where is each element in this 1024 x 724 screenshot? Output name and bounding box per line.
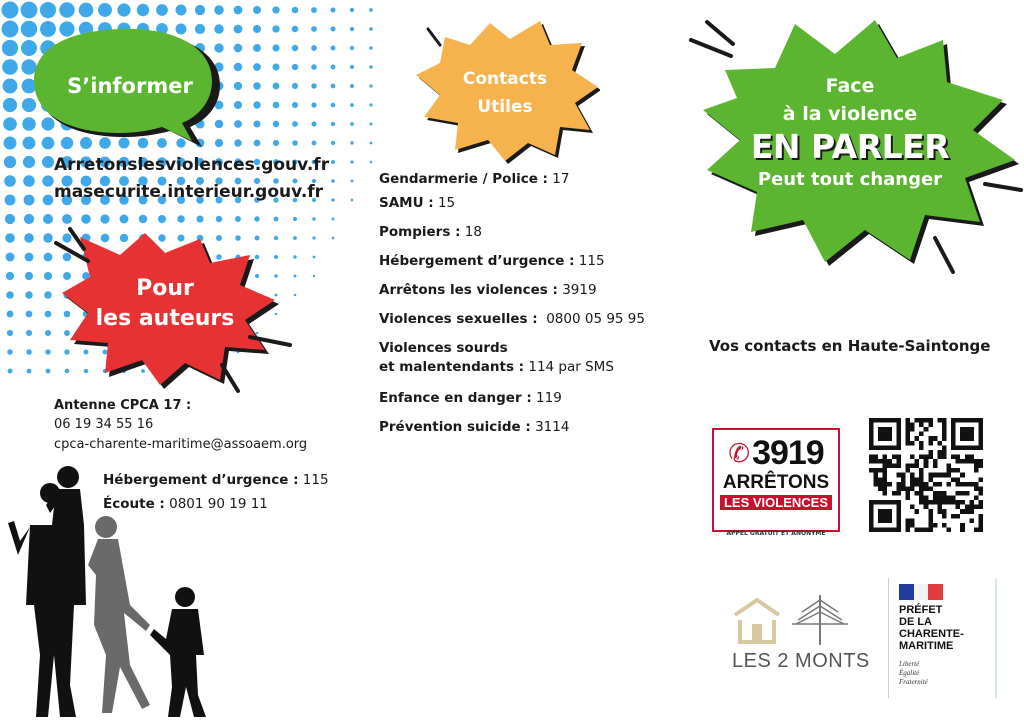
prefet-motto1: Liberté	[899, 660, 920, 668]
family-silhouette-image	[0, 455, 215, 724]
cover-line2: à la violence	[782, 103, 918, 125]
cover-title	[730, 74, 970, 192]
contact-value: 0800 05 95 95	[546, 311, 645, 327]
prefet-line3: CHARENTE-	[899, 628, 964, 640]
prefet-motto	[899, 660, 928, 687]
ecoute-value: 0801 90 19 11	[169, 496, 268, 512]
prefet-motto3: Fraternité	[899, 678, 928, 686]
cover-line4: Peut tout changer	[757, 169, 943, 190]
contact-label: SAMU :	[379, 195, 434, 211]
prefet-logo	[888, 578, 997, 698]
antenne-phone[interactable]: 06 19 34 55 16	[54, 417, 154, 432]
qr-code-image[interactable]	[865, 418, 987, 532]
contacts-title-line1: Contacts	[462, 69, 548, 89]
contact-value: 114 par SMS	[528, 359, 614, 375]
contact-value: 18	[464, 224, 482, 240]
contact-label: et malentendants :	[379, 359, 525, 375]
contact-label: Violences sexuelles :	[379, 311, 538, 327]
contact-value: 119	[536, 390, 562, 406]
prefet-line4: MARITIME	[899, 640, 954, 652]
hebergement-value: 115	[302, 472, 329, 488]
site-link-1[interactable]: Arretonslesviolences.gouv.fr	[54, 155, 330, 175]
les-2-monts-logo	[730, 590, 855, 650]
phone-icon: ✆	[728, 438, 751, 469]
contact-item	[379, 339, 614, 377]
antenne-email[interactable]: cpca-charente-maritime@assoaem.org	[54, 437, 308, 452]
ecoute-label: Écoute :	[103, 496, 165, 512]
prefet-line2: DE LA	[899, 616, 932, 628]
contact-value: 17	[552, 171, 570, 187]
contact-value: 3114	[535, 419, 570, 435]
prefet-motto2: Égalité	[899, 669, 920, 677]
contacts-title	[430, 65, 580, 121]
auteurs-title-line1: Pour	[136, 276, 194, 301]
contact-item	[379, 224, 482, 240]
contact-label: Arrêtons les violences :	[379, 282, 558, 298]
sinformer-title: S’informer	[67, 74, 193, 98]
logo-3919-number-row	[714, 434, 838, 473]
cover-line1: Face	[825, 75, 875, 97]
french-flag-icon	[899, 584, 943, 600]
contacts-title-line2: Utiles	[477, 97, 533, 117]
contact-label: Gendarmerie / Police :	[379, 171, 548, 187]
contacts-heading: Vos contacts en Haute-Saintonge	[709, 337, 991, 355]
contact-item	[379, 282, 597, 298]
logo-3919-tagline: APPEL GRATUIT ET ANONYME	[726, 530, 826, 537]
prefet-text	[899, 604, 964, 652]
contact-item	[379, 171, 569, 187]
contact-label: Pompiers :	[379, 224, 461, 240]
hebergement-label: Hébergement d’urgence :	[103, 472, 299, 488]
contact-value: 3919	[562, 282, 597, 298]
contact-label: Violences sourds	[379, 340, 508, 356]
logo-3919-line2: LES VIOLENCES	[720, 495, 832, 510]
contact-label: Prévention suicide :	[379, 419, 531, 435]
antenne-label: Antenne CPCA 17 :	[54, 398, 192, 413]
contact-value: 15	[437, 195, 456, 211]
logo-3919-number: 3919	[752, 434, 824, 472]
logo-3919	[712, 428, 840, 532]
contact-item	[379, 311, 645, 327]
auteurs-title-line2: les auteurs	[95, 306, 235, 331]
logo-3919-line1: ARRÊTONS	[722, 472, 830, 493]
prefet-line1: PRÉFET	[899, 604, 943, 616]
site-link-2[interactable]: masecurite.interieur.gouv.fr	[54, 182, 324, 202]
contact-item	[379, 390, 562, 406]
contact-label: Hébergement d’urgence :	[379, 253, 575, 269]
les-2-monts-name: LES 2 MONTS	[732, 650, 870, 672]
auteurs-title	[70, 274, 260, 334]
contact-value: 115	[578, 253, 605, 269]
contact-item	[379, 253, 605, 269]
contact-item	[379, 419, 569, 435]
contact-item	[379, 195, 455, 211]
contact-label: Enfance en danger :	[379, 390, 532, 406]
cover-line3: EN PARLER	[750, 127, 950, 166]
